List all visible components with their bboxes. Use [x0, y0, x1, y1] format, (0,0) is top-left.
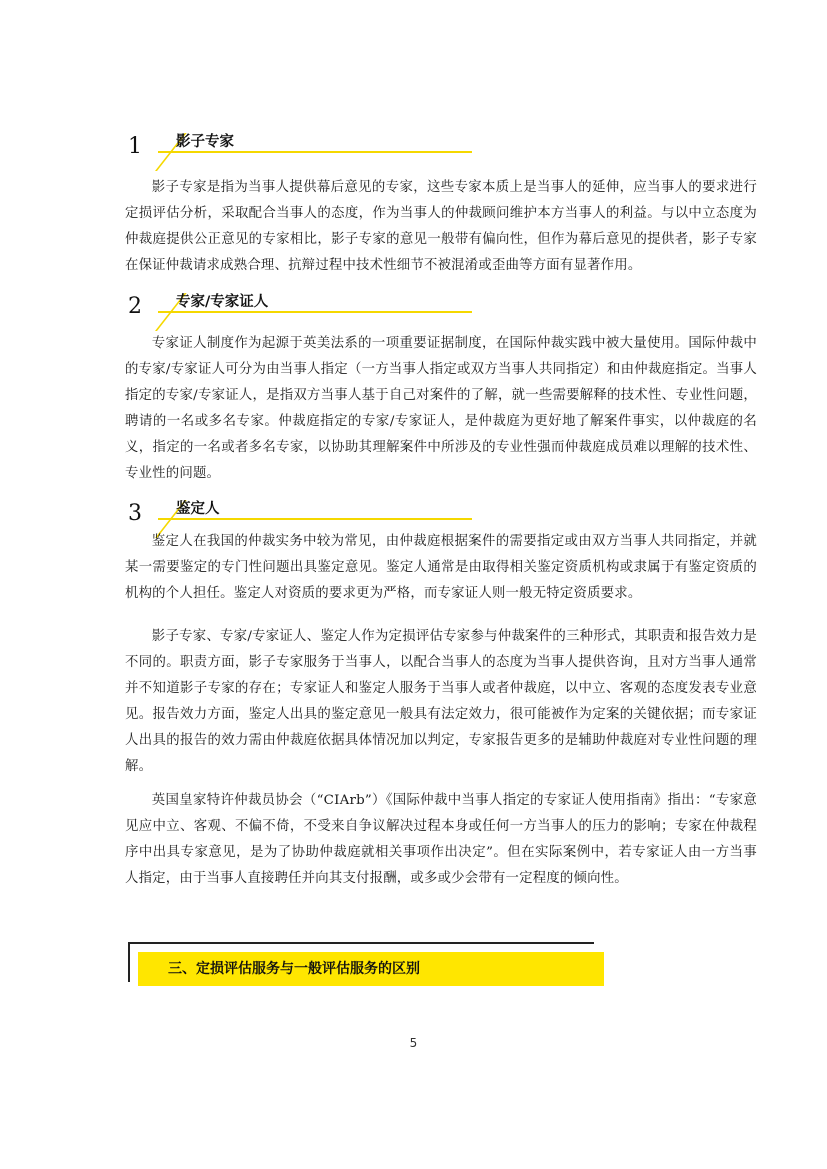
section-number: 2: [128, 294, 142, 319]
heading-underline: [158, 151, 472, 153]
section-number: 3: [128, 501, 142, 526]
section-number: 1: [128, 134, 142, 159]
page-number: 5: [409, 1036, 418, 1050]
chapter-title: 三、定损评估服务与一般评估服务的区别: [168, 961, 420, 977]
section-title: 鉴定人: [176, 501, 220, 517]
section-3-paragraph-1: 鉴定人在我国的仲裁实务中较为常见，由仲裁庭根据案件的需要指定或由双方当事人共同指定，并就某一需要鉴定的专门性问题出具鉴定意见。鉴定人通常是由取得相关鉴定资质机构或隶属于有鉴定资质的机构的个人担任。鉴定人对资质的要求更为严格，而专家证人则一般无特定资质要求。: [125, 534, 757, 601]
section-title: 影子专家: [176, 134, 234, 150]
heading-underline: [158, 518, 472, 520]
section-2-paragraph: 专家证人制度作为起源于英美法系的一项重要证据制度，在国际仲裁实践中被大量使用。国际仲裁中的专家/专家证人可分为由当事人指定（一方当事人指定或双方当事人共同指定）和由仲裁庭指定。当事人指定的专家/专家证人，是指双方当事人基于自己对案件的了解，就一些需要解释的技术性、专业性问题，聘请的一名或多名专家。仲裁庭指定的专家/专家证人，是仲裁庭为更好地了解案件事实，以仲裁庭的名义，指定的一名或者多名专家，以协助其理解案件中所涉及的专业性强而仲裁庭成员难以理解的技术性、专业性的问题。: [125, 336, 757, 481]
section-heading-2: [124, 290, 474, 332]
chapter-top-rule: [128, 942, 594, 944]
section-3-paragraph-3: 英国皇家特许仲裁员协会（“CIArb”）《国际仲裁中当事人指定的专家证人使用指南》指出：“专家意见应中立、客观、不偏不倚，不受来自争议解决过程本身或任何一方当事人的压力的影响；专家在仲裁程序中出具专家意见，是为了协助仲裁庭就相关事项作出决定”。但在实际案例中，若专家证人由一方当事人指定，由于当事人直接聘任并向其支付报酬，或多或少会带有一定程度的倾向性。: [125, 793, 757, 886]
section-3-paragraph-2: 影子专家、专家/专家证人、鉴定人作为定损评估专家参与仲裁案件的三种形式，其职责和报告效力是不同的。职责方面，影子专家服务于当事人，以配合当事人的态度为当事人提供咨询，且对方当事人通常并不知道影子专家的存在；专家证人和鉴定人服务于当事人或者仲裁庭，以中立、客观的态度发表专业意见。报告效力方面，鉴定人出具的鉴定意见一般具有法定效力，很可能被作为定案的关键依据；而专家证人出具的报告的效力需由仲裁庭依据具体情况加以判定，专家报告更多的是辅助仲裁庭对专业性问题的理解。: [125, 629, 757, 774]
section-title: 专家/专家证人: [176, 294, 269, 310]
section-1-paragraph: 影子专家是指为当事人提供幕后意见的专家，这些专家本质上是当事人的延伸，应当事人的要求进行定损评估分析，采取配合当事人的态度，作为当事人的仲裁顾问维护本方当事人的利益。与以中立态度为仲裁庭提供公正意见的专家相比，影子专家的意见一般带有偏向性，但作为幕后意见的提供者，影子专家在保证仲裁请求成熟合理、抗辩过程中技术性细节不被混淆或歪曲等方面有显著作用。: [125, 180, 757, 273]
heading-underline: [158, 311, 472, 313]
chapter-highlight-band: [138, 952, 604, 986]
chapter-heading-box: [128, 942, 604, 988]
chapter-left-rule: [128, 942, 130, 982]
section-heading-1: [124, 130, 474, 172]
